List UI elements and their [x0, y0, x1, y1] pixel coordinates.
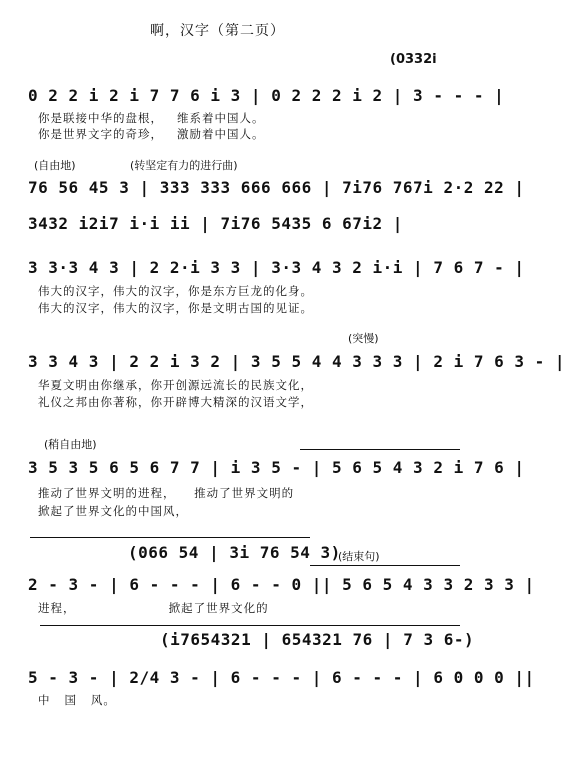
phrase-line-top	[30, 537, 310, 538]
interlude-notes: (066 54 | 3i 76 54 3)	[128, 543, 341, 562]
notation-line-6: 3 5 3 5 6 5 6 7 7 | i 3 5 - | 5 6 5 4 3 2 i 7 6 |	[28, 458, 525, 477]
notation-line-4: 3 3·3 4 3 | 2 2·i 3 3 | 3·3 4 3 2 i·i | 7 6 7 - |	[28, 258, 525, 277]
lyric-1b: 你是世界文字的奇珍， 激励着中国人。	[38, 127, 265, 141]
lyric-7a: 进程， 掀起了世界文化的	[38, 601, 269, 615]
volta-bracket	[300, 449, 460, 450]
tempo-march: (转坚定有力的进行曲)	[130, 159, 238, 172]
lyric-5a: 华夏文明由你继承，你开创源远流长的民族文化，	[38, 378, 313, 392]
tempo-slightly-free: (稍自由地)	[44, 438, 97, 451]
lyric-6b: 掀起了世界文化的中国风，	[38, 504, 188, 518]
pickup-phrase: (0332i	[390, 52, 437, 67]
coda-interlude-notes: (i7654321 | 654321 76 | 7 3 6-)	[160, 630, 475, 649]
notation-line-7: 2 - 3 - | 6 - - - | 6 - - 0 || 5 6 5 4 3 3 2 3 3 |	[28, 575, 535, 594]
tempo-ending: (结束句)	[338, 550, 380, 563]
page-title: 啊，汉字（第二页）	[150, 23, 285, 39]
lyric-4a: 伟大的汉字，伟大的汉字，你是东方巨龙的化身。	[38, 284, 313, 298]
notation-line-8: 5 - 3 - | 2/4 3 - | 6 - - - | 6 - - - | 6 0 0 0 ||	[28, 668, 535, 687]
lyric-1a: 你是联接中华的盘根， 维系着中国人。	[38, 111, 265, 125]
notation-line-5: 3 3 4 3 | 2 2 i 3 2 | 3 5 5 4 4 3 3 3 | 2 i 7 6 3 - |	[28, 352, 565, 371]
lyric-8a: 中 国 风。	[38, 693, 116, 707]
tempo-sudden-slow: (突慢)	[348, 332, 379, 345]
lyric-5b: 礼仪之邦由你著称，你开辟博大精深的汉语文学，	[38, 395, 313, 409]
lyric-6a: 推动了世界文明的进程， 推动了世界文明的	[38, 486, 295, 500]
notation-line-1: 0 2 2 i 2 i 7 7 6 i 3 | 0 2 2 2 i 2 | 3 - - - |	[28, 86, 505, 105]
notation-line-3: 3432 i2i7 i·i ii | 7i76 5435 6 67i2 |	[28, 214, 403, 233]
tempo-free: (自由地)	[34, 159, 76, 172]
volta-bracket-2	[310, 565, 460, 566]
lyric-4b: 伟大的汉字，伟大的汉字，你是文明古国的见证。	[38, 301, 313, 315]
phrase-line-bottom	[40, 625, 460, 626]
notation-line-2: 76 56 45 3 | 333 333 666 666 | 7i76 767i 2·2 22 |	[28, 178, 525, 197]
